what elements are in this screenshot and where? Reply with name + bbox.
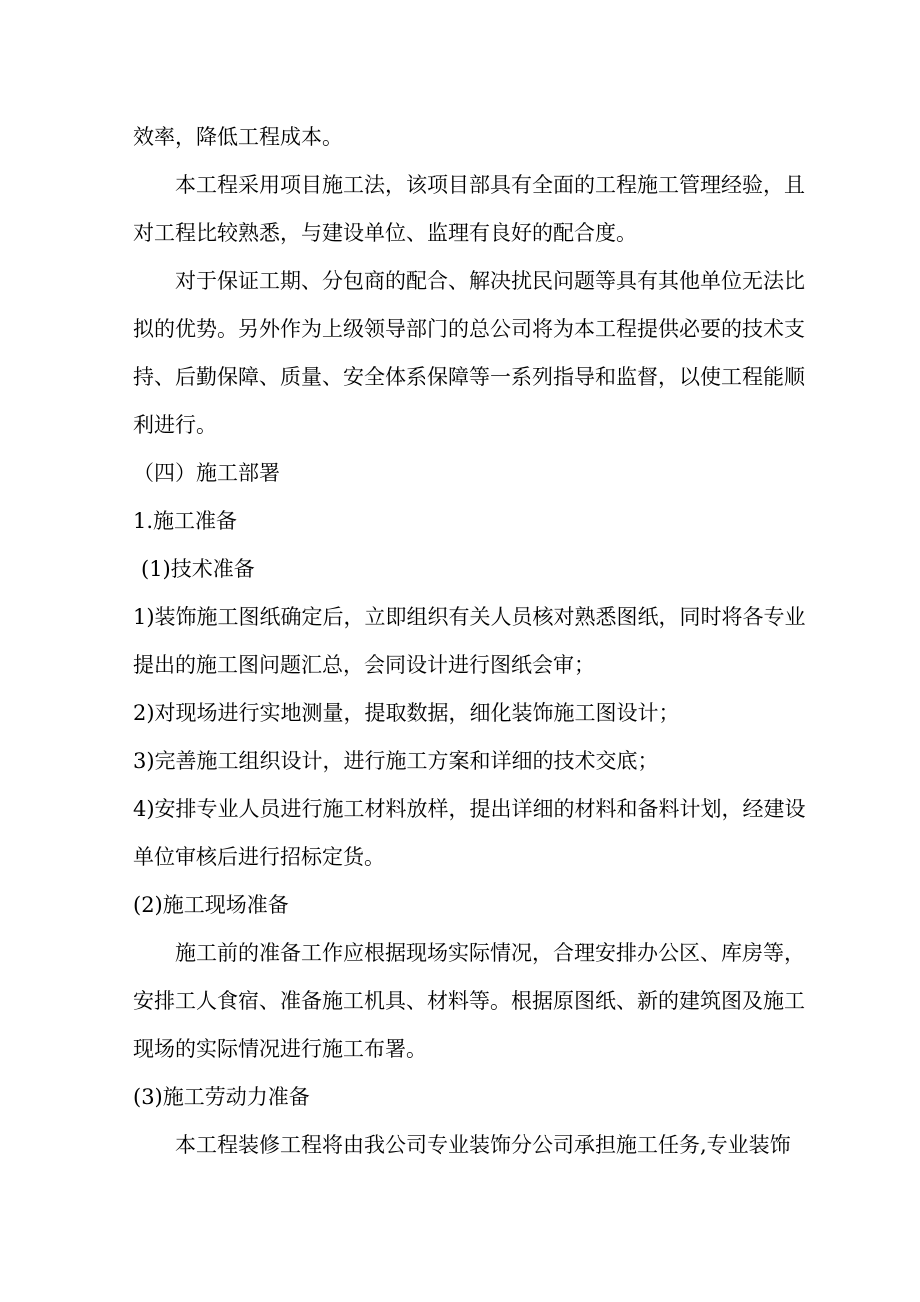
document-body [133, 113, 813, 1169]
list-item-drawing-review: 1)装饰施工图纸确定后，立即组织有关人员核对熟悉图纸，同时将各专业提出的施工图问题汇总，会同设计进行图纸会审； [133, 605, 806, 677]
subsection-heading-technical-preparation: (1)技术准备 [141, 557, 255, 581]
paragraph-labor-preparation: 本工程装修工程将由我公司专业装饰分公司承担施工任务,专业装饰 [175, 1133, 791, 1157]
paragraph-project-method: 本工程采用项目施工法，该项目部具有全面的工程施工管理经验，且对工程比较熟悉，与建设单位、监理有良好的配合度。 [133, 173, 805, 245]
list-item-organization-design: 3)完善施工组织设计，进行施工方案和详细的技术交底； [133, 749, 659, 773]
list-item-material-planning: 4)安排专业人员进行施工材料放样，提出详细的材料和备料计划，经建设单位审核后进行招标定货。 [133, 797, 806, 869]
paragraph-continuation: 效率，降低工程成本。 [133, 125, 343, 149]
subsection-heading-labor-preparation: (3)施工劳动力准备 [133, 1085, 310, 1109]
paragraph-site-preparation: 施工前的准备工作应根据现场实际情况，合理安排办公区、库房等，安排工人食宿、准备施工机具、材料等。根据原图纸、新的建筑图及施工现场的实际情况进行施工布署。 [133, 941, 805, 1061]
list-item-site-survey: 2)对现场进行实地测量，提取数据，细化装饰施工图设计； [133, 701, 680, 725]
subsection-heading-construction-preparation: 1.施工准备 [133, 509, 238, 533]
section-heading-construction-deployment: （四）施工部署 [133, 461, 280, 485]
subsection-heading-site-preparation: (2)施工现场准备 [133, 893, 289, 917]
paragraph-advantages: 对于保证工期、分包商的配合、解决扰民问题等具有其他单位无法比拟的优势。另外作为上级领导部门的总公司将为本工程提供必要的技术支持、后勤保障、质量、安全体系保障等一系列指导和监督，以使工程能顺利进行。 [133, 269, 805, 437]
